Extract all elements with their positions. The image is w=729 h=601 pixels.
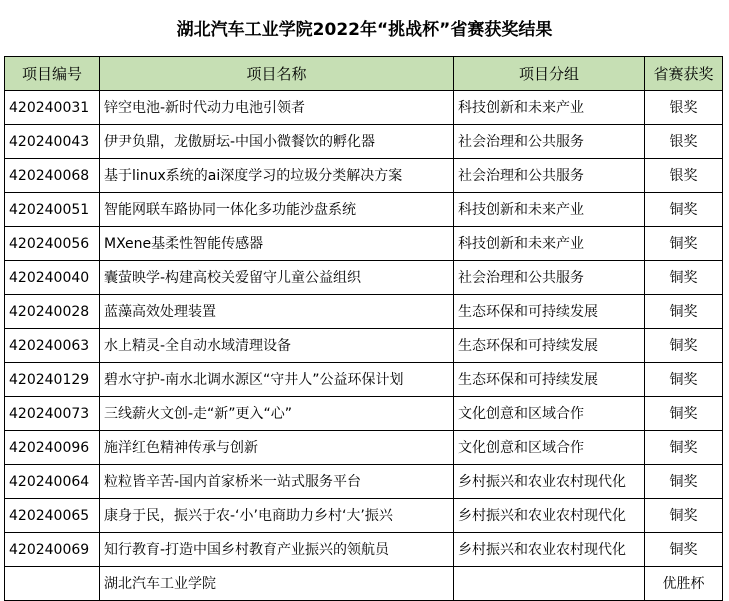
cell-project-code: 420240064 bbox=[5, 465, 100, 499]
cell-project-name: MXene基柔性智能传感器 bbox=[100, 227, 454, 261]
cell-project-code: 420240040 bbox=[5, 261, 100, 295]
table-row bbox=[5, 363, 723, 397]
cell-project-name: 康身于民，振兴于农-‘小’电商助力乡村‘大’振兴 bbox=[100, 499, 454, 533]
cell-award: 铜奖 bbox=[645, 431, 723, 465]
cell-award: 银奖 bbox=[645, 159, 723, 193]
header-project-code: 项目编号 bbox=[5, 57, 100, 91]
table-row bbox=[5, 295, 723, 329]
cell-project-name: 智能网联车路协同一体化多功能沙盘系统 bbox=[100, 193, 454, 227]
cell-project-code: 420240031 bbox=[5, 91, 100, 125]
cell-project-name: 碧水守护-南水北调水源区“守井人”公益环保计划 bbox=[100, 363, 454, 397]
cell-project-group bbox=[454, 567, 645, 601]
cell-award: 银奖 bbox=[645, 125, 723, 159]
cell-project-code: 420240028 bbox=[5, 295, 100, 329]
cell-project-code: 420240096 bbox=[5, 431, 100, 465]
cell-project-group: 生态环保和可持续发展 bbox=[454, 295, 645, 329]
cell-project-name: 湖北汽车工业学院 bbox=[100, 567, 454, 601]
cell-project-code: 420240065 bbox=[5, 499, 100, 533]
table-row bbox=[5, 397, 723, 431]
cell-project-code: 420240073 bbox=[5, 397, 100, 431]
cell-project-group: 社会治理和公共服务 bbox=[454, 261, 645, 295]
cell-project-group: 乡村振兴和农业农村现代化 bbox=[454, 499, 645, 533]
header-project-group: 项目分组 bbox=[454, 57, 645, 91]
cell-project-name: 伊尹负鼎，龙傲厨坛-中国小微餐饮的孵化器 bbox=[100, 125, 454, 159]
cell-project-code: 420240063 bbox=[5, 329, 100, 363]
cell-award: 铜奖 bbox=[645, 261, 723, 295]
cell-award: 铜奖 bbox=[645, 329, 723, 363]
table-row bbox=[5, 567, 723, 601]
cell-project-group: 社会治理和公共服务 bbox=[454, 125, 645, 159]
cell-project-group: 生态环保和可持续发展 bbox=[454, 363, 645, 397]
cell-project-group: 科技创新和未来产业 bbox=[454, 193, 645, 227]
cell-project-name: 粒粒皆辛苦-国内首家桥米一站式服务平台 bbox=[100, 465, 454, 499]
cell-project-code: 420240129 bbox=[5, 363, 100, 397]
cell-project-code: 420240069 bbox=[5, 533, 100, 567]
cell-project-name: 囊萤映学-构建高校关爱留守儿童公益组织 bbox=[100, 261, 454, 295]
table-row bbox=[5, 91, 723, 125]
table-row bbox=[5, 465, 723, 499]
cell-project-group: 生态环保和可持续发展 bbox=[454, 329, 645, 363]
cell-project-group: 乡村振兴和农业农村现代化 bbox=[454, 465, 645, 499]
cell-award: 铜奖 bbox=[645, 363, 723, 397]
table-row bbox=[5, 261, 723, 295]
cell-award: 铜奖 bbox=[645, 533, 723, 567]
cell-award: 银奖 bbox=[645, 91, 723, 125]
cell-award: 铜奖 bbox=[645, 227, 723, 261]
cell-award: 铜奖 bbox=[645, 397, 723, 431]
cell-project-name: 三线薪火文创-走“新”更入“心” bbox=[100, 397, 454, 431]
table-header-row bbox=[5, 57, 723, 91]
header-award: 省赛获奖 bbox=[645, 57, 723, 91]
table-row bbox=[5, 499, 723, 533]
results-table bbox=[4, 56, 723, 601]
cell-project-code: 420240056 bbox=[5, 227, 100, 261]
table-row bbox=[5, 159, 723, 193]
cell-award: 铜奖 bbox=[645, 465, 723, 499]
cell-award: 铜奖 bbox=[645, 499, 723, 533]
cell-project-group: 科技创新和未来产业 bbox=[454, 227, 645, 261]
cell-award: 优胜杯 bbox=[645, 567, 723, 601]
cell-project-group: 文化创意和区域合作 bbox=[454, 397, 645, 431]
table-row bbox=[5, 533, 723, 567]
cell-project-name: 基于linux系统的ai深度学习的垃圾分类解决方案 bbox=[100, 159, 454, 193]
header-project-name: 项目名称 bbox=[100, 57, 454, 91]
cell-project-code bbox=[5, 567, 100, 601]
cell-project-name: 蓝藻高效处理装置 bbox=[100, 295, 454, 329]
cell-project-name: 锌空电池-新时代动力电池引领者 bbox=[100, 91, 454, 125]
cell-project-group: 乡村振兴和农业农村现代化 bbox=[454, 533, 645, 567]
cell-project-name: 知行教育-打造中国乡村教育产业振兴的领航员 bbox=[100, 533, 454, 567]
table-row bbox=[5, 125, 723, 159]
cell-project-code: 420240051 bbox=[5, 193, 100, 227]
table-row bbox=[5, 329, 723, 363]
cell-project-code: 420240043 bbox=[5, 125, 100, 159]
cell-project-group: 社会治理和公共服务 bbox=[454, 159, 645, 193]
cell-project-group: 科技创新和未来产业 bbox=[454, 91, 645, 125]
cell-project-group: 文化创意和区域合作 bbox=[454, 431, 645, 465]
cell-project-name: 水上精灵-全自动水域清理设备 bbox=[100, 329, 454, 363]
page-title: 湖北汽车工业学院2022年“挑战杯”省赛获奖结果 bbox=[176, 20, 553, 40]
cell-project-name: 施洋红色精神传承与创新 bbox=[100, 431, 454, 465]
table-row bbox=[5, 193, 723, 227]
table-row bbox=[5, 227, 723, 261]
cell-award: 铜奖 bbox=[645, 193, 723, 227]
cell-project-code: 420240068 bbox=[5, 159, 100, 193]
table-row bbox=[5, 431, 723, 465]
cell-award: 铜奖 bbox=[645, 295, 723, 329]
